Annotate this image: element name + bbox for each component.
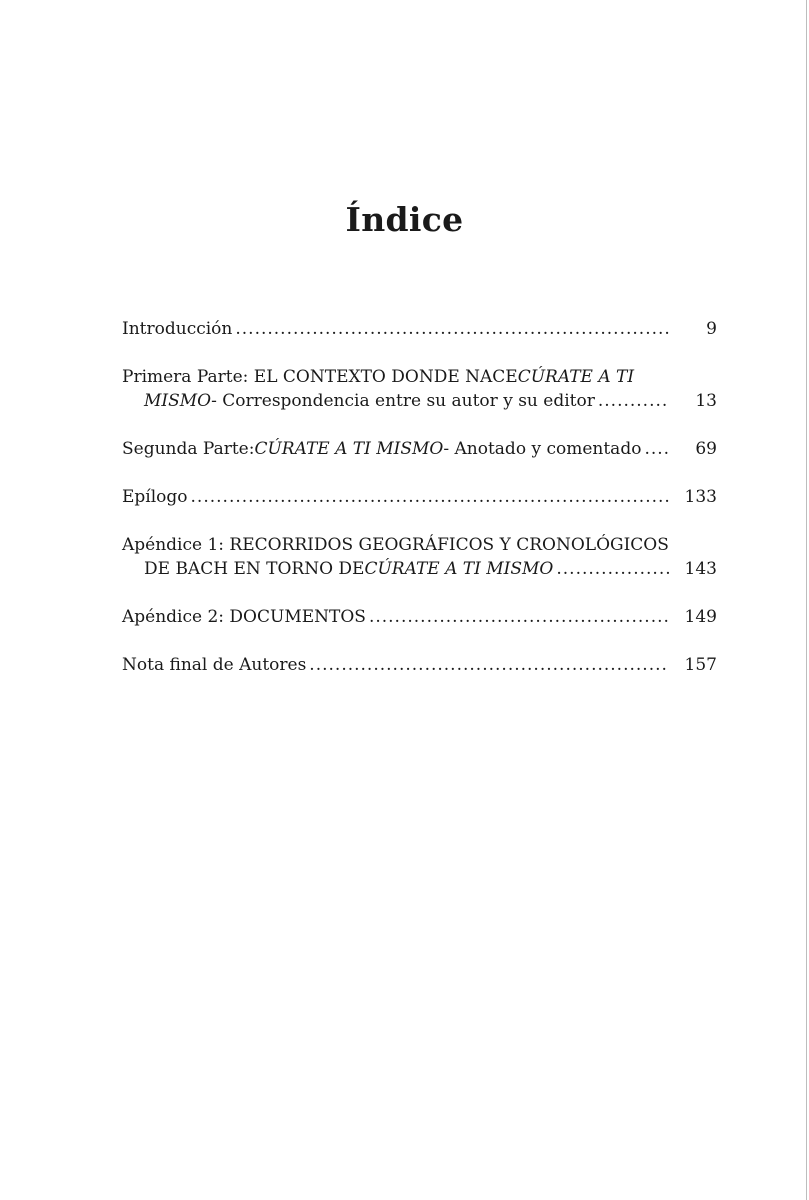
toc-entry-line [122, 437, 669, 461]
toc-entry-title [122, 653, 669, 677]
toc-page-number: 9 [706, 319, 717, 339]
dot-leader [644, 437, 669, 461]
toc-entry-title [122, 605, 669, 629]
toc-entry-text: DE BACH EN TORNO DE [144, 559, 365, 579]
toc-entry-title [122, 317, 669, 341]
toc-entry-text: CÚRATE A TI MISMO [254, 439, 444, 459]
toc-entry-line [122, 485, 669, 509]
toc-page-number: 157 [684, 655, 717, 675]
toc-entry-text: MISMO [144, 391, 212, 411]
toc-entry-text: Apéndice 1: RECORRIDOS GEOGRÁFICOS Y CRONOLÓGICOS [122, 535, 669, 555]
toc-entry[interactable] [122, 365, 717, 413]
toc-entry-text: Primera Parte: EL CONTEXTO DONDE NACE [122, 367, 518, 387]
toc-page-number: 133 [684, 487, 717, 507]
toc-page-number: 13 [695, 391, 717, 411]
toc-entry[interactable] [122, 317, 717, 341]
toc-entry-text: Introducción [122, 319, 233, 339]
toc-entry-title [122, 485, 669, 509]
toc-entry-text: Epílogo [122, 487, 188, 507]
toc-entry-text: - Anotado y comentado [443, 439, 642, 459]
toc-entry-title [122, 437, 669, 461]
page-edge-line [806, 0, 807, 1200]
toc-entry-text: CÚRATE A TI MISMO [364, 559, 554, 579]
toc-entry-line [122, 389, 669, 413]
toc-page-number: 143 [684, 559, 717, 579]
toc-entry-line [122, 605, 669, 629]
dot-leader [191, 485, 669, 509]
toc-entry-text: Nota final de Autores [122, 655, 307, 675]
toc-entry-title [122, 533, 669, 581]
toc-entry-line [122, 653, 669, 677]
toc-entry[interactable] [122, 653, 717, 677]
toc-entry-line [122, 533, 669, 557]
toc-entry-text: Segunda Parte: [122, 439, 255, 459]
toc-entry[interactable] [122, 437, 717, 461]
toc-entry[interactable] [122, 605, 717, 629]
toc-entry[interactable] [122, 485, 717, 509]
toc-entry-text: - Correspondencia entre su autor y su editor [211, 391, 595, 411]
toc-entry-text: Apéndice 2: DOCUMENTOS [122, 607, 366, 627]
dot-leader [556, 557, 669, 581]
page-title: Índice [345, 200, 464, 239]
table-of-contents [122, 317, 717, 701]
dot-leader [309, 653, 669, 677]
toc-entry-line [122, 317, 669, 341]
dot-leader [598, 389, 669, 413]
toc-entry-title [122, 365, 669, 413]
dot-leader [235, 317, 669, 341]
toc-page-number: 69 [695, 439, 717, 459]
toc-entry-text: CÚRATE A TI [517, 367, 635, 387]
toc-entry-line [122, 557, 669, 581]
toc-page-number: 149 [684, 607, 717, 627]
toc-entry-line [122, 365, 669, 389]
dot-leader [369, 605, 669, 629]
toc-entry[interactable] [122, 533, 717, 581]
